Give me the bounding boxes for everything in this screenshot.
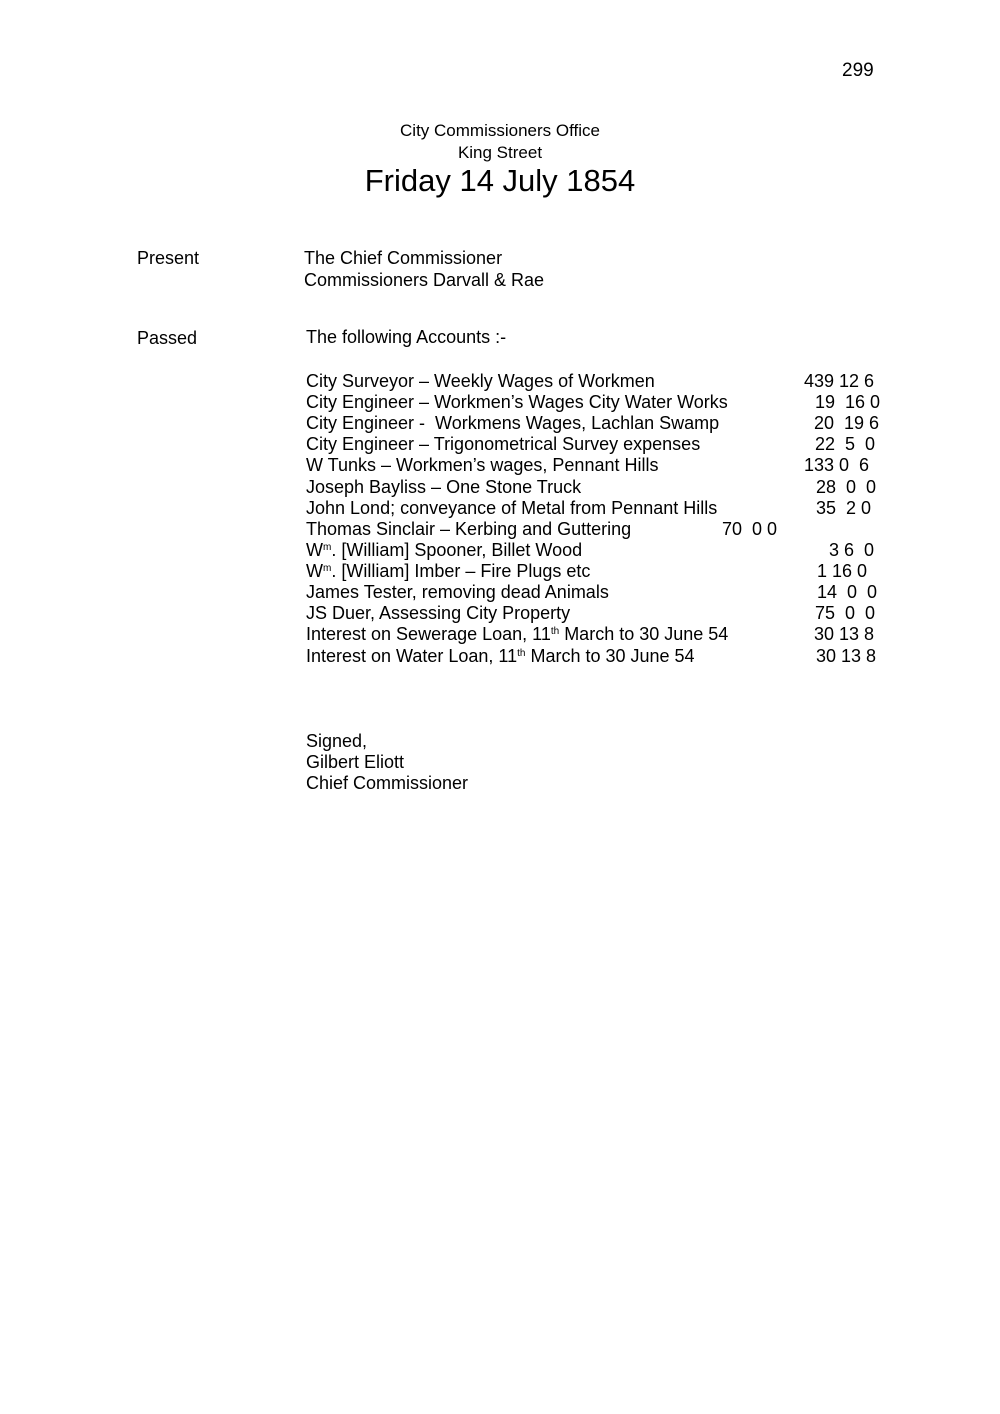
present-line-1: The Chief Commissioner <box>304 248 503 268</box>
account-amount: 35 2 0 <box>816 498 872 518</box>
account-description-pre: Interest on Sewerage Loan, 11 <box>306 624 551 644</box>
account-row <box>306 646 695 667</box>
account-description: City Engineer – Trigonometrical Survey expenses <box>306 434 701 454</box>
account-row <box>306 519 631 540</box>
account-amount: 14 0 0 <box>817 582 878 602</box>
account-description: City Engineer – Workmen’s Wages City Water Works <box>306 392 728 412</box>
account-amount: 1 16 0 <box>817 561 868 581</box>
account-description: Thomas Sinclair – Kerbing and Guttering <box>306 519 632 539</box>
signatory-title: Chief Commissioner <box>306 773 469 793</box>
account-row <box>306 540 582 561</box>
account-amount: 75 0 0 <box>815 603 876 623</box>
account-description: JS Duer, Assessing City Property <box>306 603 571 623</box>
account-description-pre: W <box>306 540 323 560</box>
account-row <box>306 561 590 582</box>
accounts-intro: The following Accounts :- <box>306 327 507 347</box>
account-row <box>306 434 700 455</box>
page-number: 299 <box>842 60 874 81</box>
account-row <box>306 498 717 519</box>
account-description-post: . [William] Imber – Fire Plugs etc <box>331 561 591 581</box>
account-description-superscript: m <box>323 542 332 553</box>
account-description-post: March to 30 June 54 <box>525 646 695 666</box>
account-amount: 70 0 0 <box>722 519 778 539</box>
account-description-pre: W <box>306 561 323 581</box>
signed-label: Signed, <box>306 731 368 751</box>
account-description: City Surveyor – Weekly Wages of Workmen <box>306 371 655 391</box>
account-amount: 28 0 0 <box>816 477 877 497</box>
street-heading: King Street <box>457 143 543 162</box>
account-row <box>306 477 581 498</box>
account-row <box>306 603 570 624</box>
present-line-2: Commissioners Darvall & Rae <box>304 270 545 290</box>
account-amount: 3 6 0 <box>829 540 875 560</box>
account-amount: 133 0 6 <box>804 455 870 475</box>
signatory-name: Gilbert Eliott <box>306 752 405 772</box>
account-amount: 439 12 6 <box>804 371 875 391</box>
account-description: City Engineer - Workmens Wages, Lachlan Swamp <box>306 413 720 433</box>
account-row <box>306 413 719 434</box>
present-label: Present <box>137 248 200 268</box>
account-amount: 30 13 8 <box>816 646 877 666</box>
account-description-pre: Interest on Water Loan, 11 <box>306 646 518 666</box>
account-amount: 19 16 0 <box>815 392 881 412</box>
account-description-superscript: m <box>323 563 332 574</box>
account-row <box>306 455 658 476</box>
account-amount: 20 19 6 <box>814 413 880 433</box>
account-amount: 30 13 8 <box>814 624 875 644</box>
account-amount: 22 5 0 <box>815 434 876 454</box>
account-row <box>306 392 728 413</box>
account-description-post: March to 30 June 54 <box>559 624 729 644</box>
account-description: James Tester, removing dead Animals <box>306 582 609 602</box>
account-description: John Lond; conveyance of Metal from Pennant Hills <box>306 498 718 518</box>
account-description: W Tunks – Workmen’s wages, Pennant Hills <box>306 455 659 475</box>
account-description-superscript: th <box>517 648 526 659</box>
account-description-superscript: th <box>550 626 560 637</box>
account-description: Joseph Bayliss – One Stone Truck <box>306 477 582 497</box>
account-description-post: . [William] Spooner, Billet Wood <box>331 540 583 560</box>
account-row <box>306 582 609 603</box>
account-row <box>306 624 728 645</box>
account-row <box>306 371 655 392</box>
office-heading: City Commissioners Office <box>400 121 600 140</box>
meeting-date-title: Friday 14 July 1854 <box>364 163 636 198</box>
passed-label: Passed <box>137 328 198 348</box>
